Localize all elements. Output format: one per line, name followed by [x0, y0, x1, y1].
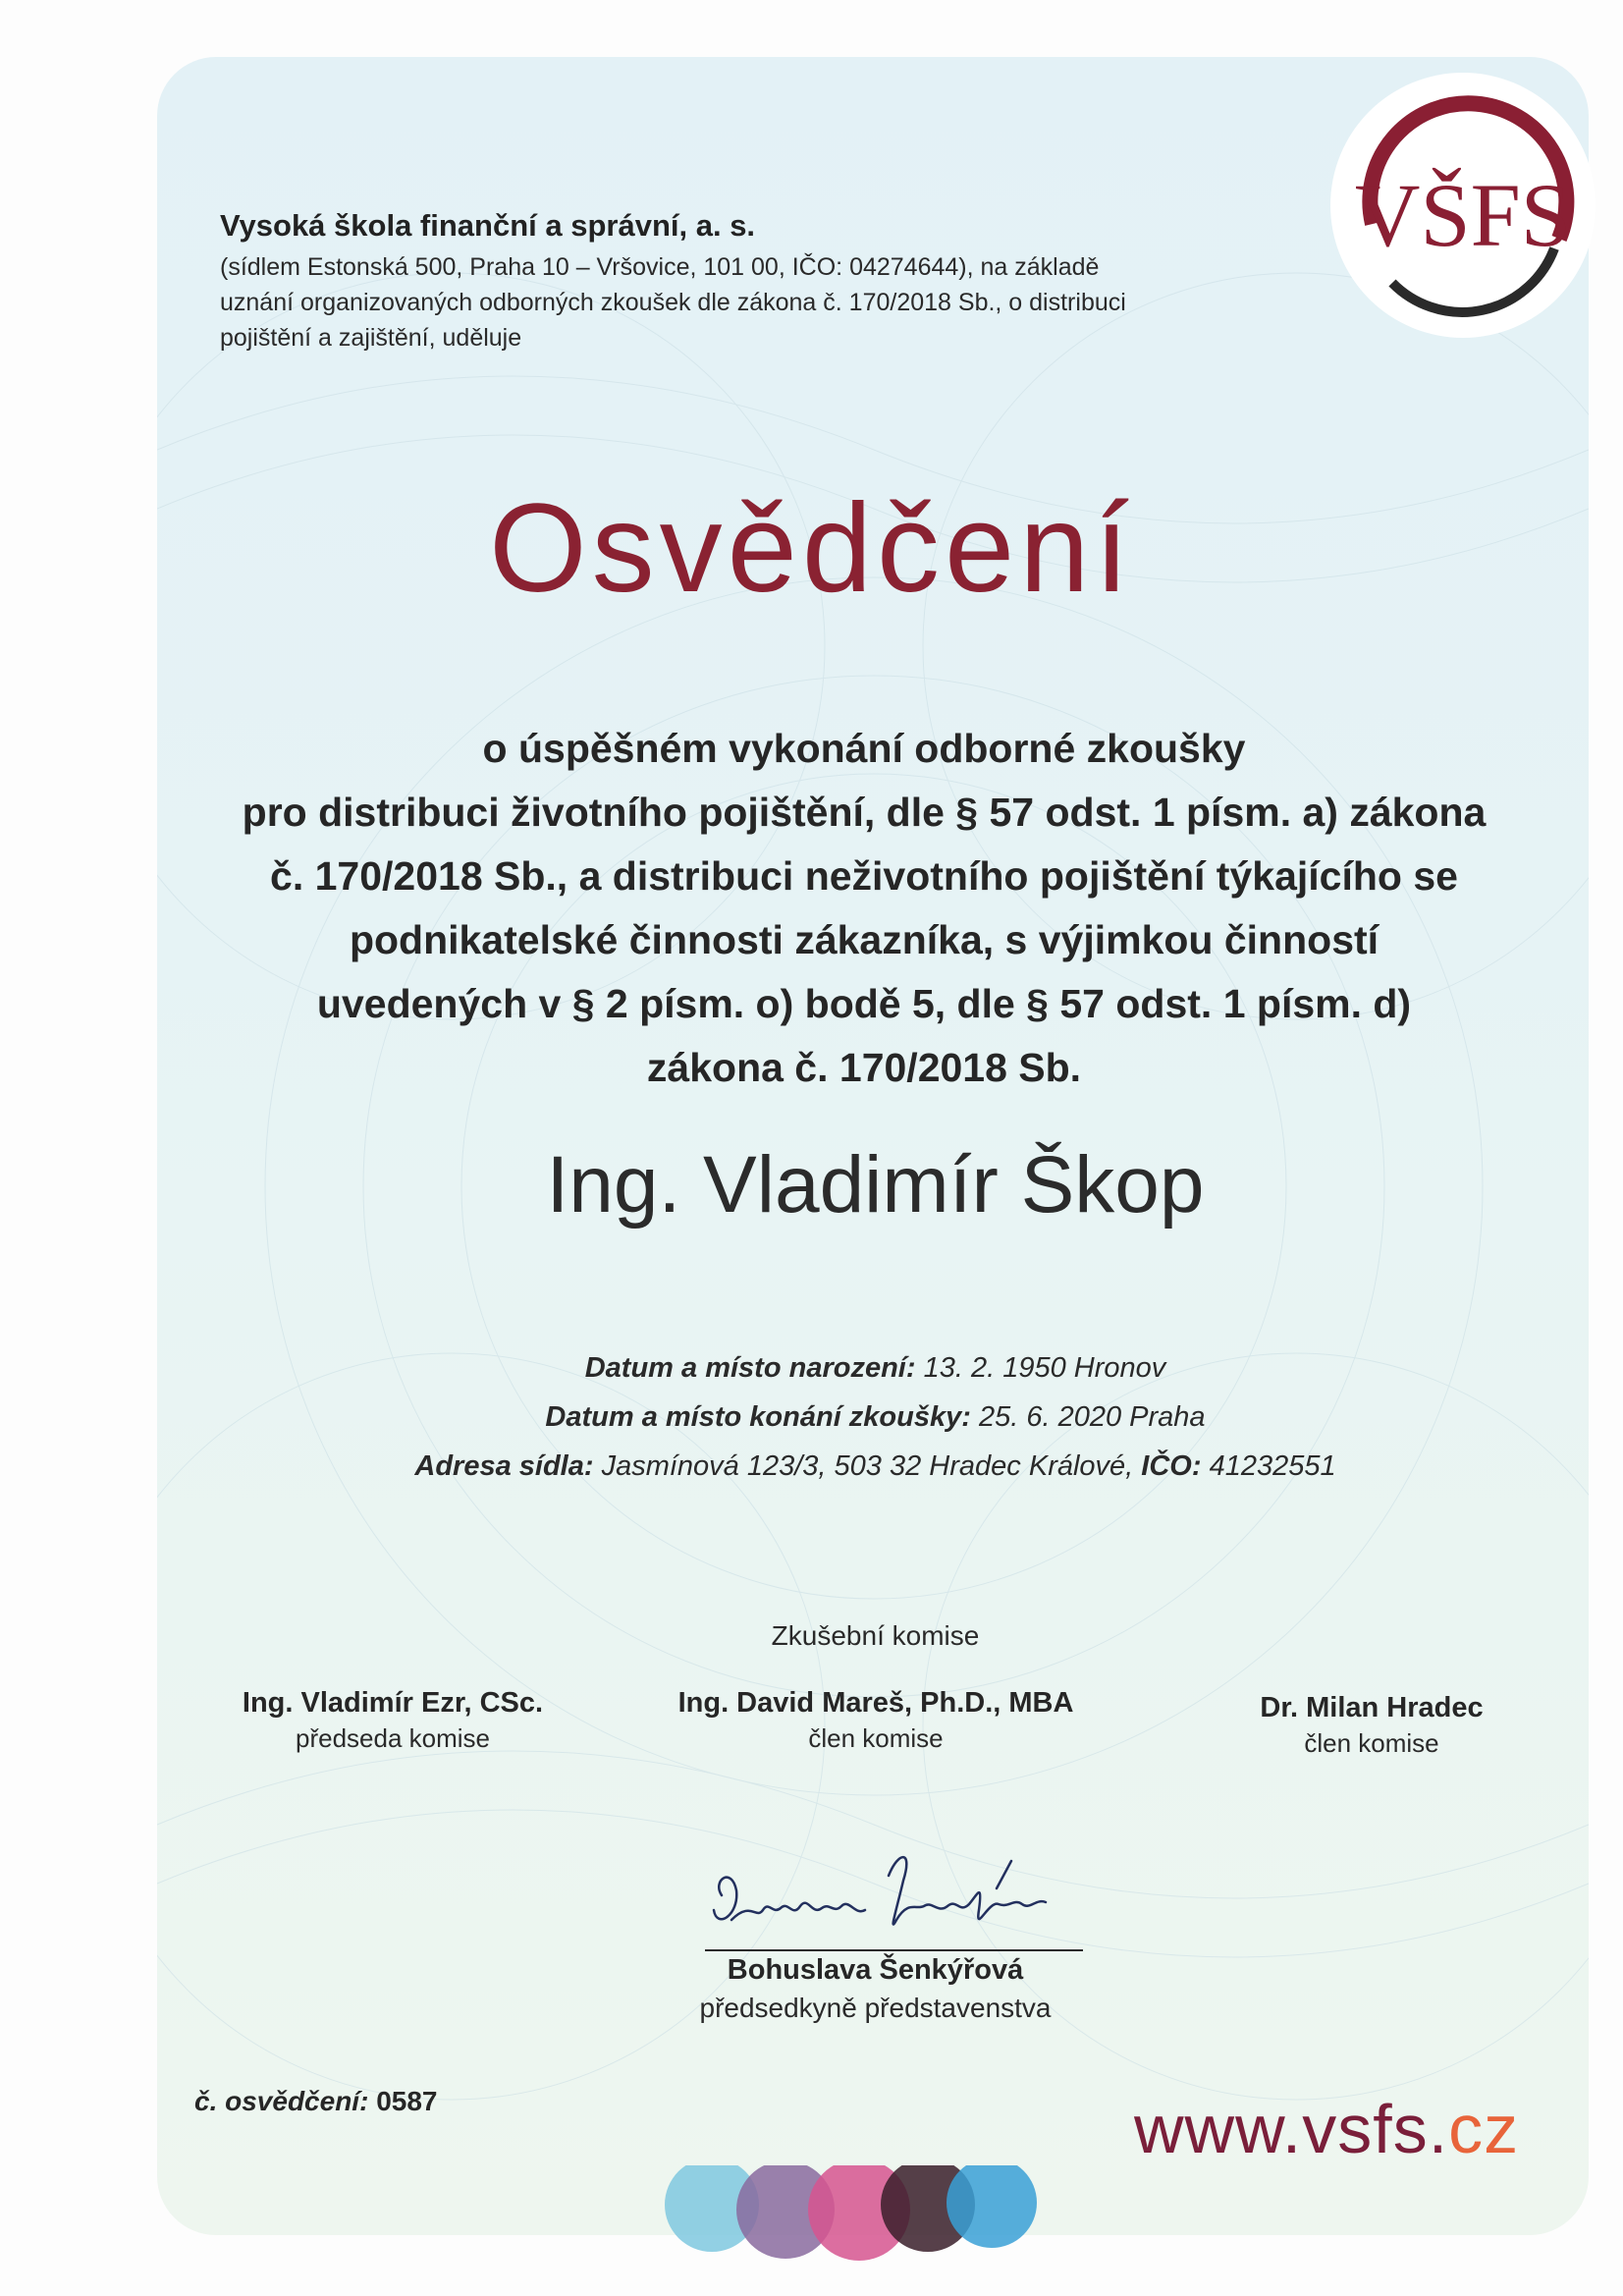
certificate-number-label: č. osvědčení: — [194, 2086, 369, 2116]
issuer-block — [220, 208, 1290, 355]
issuer-line-1: (sídlem Estonská 500, Praha 10 – Vršovice, 101 00, IČO: 04274644), na základě — [220, 253, 1100, 281]
subtitle-line: podnikatelské činnosti zákazníka, s výjimkou činností — [349, 917, 1380, 962]
subtitle-line: zákona č. 170/2018 Sb. — [646, 1045, 1082, 1090]
ico-label: IČO: — [1141, 1450, 1202, 1482]
subtitle-line: č. 170/2018 Sb., a distribuci neživotního pojištění týkajícího se — [270, 853, 1458, 899]
website-tld: cz — [1448, 2091, 1520, 2167]
member-role: člen komise — [1304, 1728, 1439, 1758]
member-role: člen komise — [808, 1723, 944, 1753]
vsfs-logo — [1333, 77, 1594, 337]
issuer-name: Vysoká škola finanční a správní, a. s. — [220, 208, 756, 243]
chair-block — [0, 1954, 1623, 2024]
chair-signature — [702, 1841, 1095, 1954]
committee-heading: Zkušební komise — [771, 1620, 980, 1651]
holder-name: Ing. Vladimír Škop — [546, 1140, 1205, 1230]
exam-row — [0, 1393, 1623, 1442]
holder-details — [0, 1343, 1623, 1491]
logo-text: VŠFS — [1355, 165, 1571, 265]
certificate-title: Osvědčení — [489, 478, 1134, 619]
member-name: Ing. David Mareš, Ph.D., MBA — [677, 1687, 1074, 1719]
website-main: www.vsfs. — [1134, 2091, 1449, 2167]
committee-member — [1146, 1692, 1597, 1759]
member-name: Dr. Milan Hradec — [1260, 1692, 1484, 1723]
chair-role: předsedkyně představenstva — [699, 1993, 1052, 2023]
birth-row — [0, 1343, 1623, 1393]
birth-label: Datum a místo narození: — [584, 1352, 916, 1384]
address-row — [0, 1442, 1623, 1491]
member-name: Ing. Vladimír Ezr, CSc. — [242, 1687, 544, 1719]
committee-member — [650, 1687, 1102, 1754]
certificate-subtitle — [128, 717, 1600, 1100]
exam-label: Datum a místo konání zkoušky: — [545, 1401, 971, 1433]
chair-name: Bohuslava Šenkýřová — [727, 1954, 1024, 1986]
decorative-bubbles — [658, 2165, 1051, 2296]
signature-line — [705, 1949, 1083, 1951]
subtitle-line: pro distribuci životního pojištění, dle § 57 odst. 1 písm. a) zákona — [242, 790, 1487, 835]
address-value: Jasmínová 123/3, 503 32 Hradec Králové, — [601, 1450, 1134, 1482]
certificate-number — [194, 2086, 437, 2117]
issuer-line-2: uznání organizovaných odborných zkoušek dle zákona č. 170/2018 Sb., o distribuci — [220, 289, 1126, 316]
subtitle-line: o úspěšném vykonání odborné zkoušky — [482, 726, 1246, 771]
exam-value: 25. 6. 2020 Praha — [978, 1401, 1206, 1433]
birth-value: 13. 2. 1950 Hronov — [923, 1352, 1166, 1384]
address-label: Adresa sídla: — [414, 1450, 594, 1482]
member-role: předseda komise — [296, 1723, 490, 1753]
website — [1134, 2090, 1519, 2168]
ico-value: 41232551 — [1209, 1450, 1336, 1482]
certificate-number-value: 0587 — [376, 2086, 438, 2116]
committee-member — [167, 1687, 619, 1754]
subtitle-line: uvedených v § 2 písm. o) bodě 5, dle § 57 odst. 1 písm. d) — [316, 981, 1412, 1026]
issuer-line-3: pojištění a zajištění, uděluje — [220, 324, 522, 352]
